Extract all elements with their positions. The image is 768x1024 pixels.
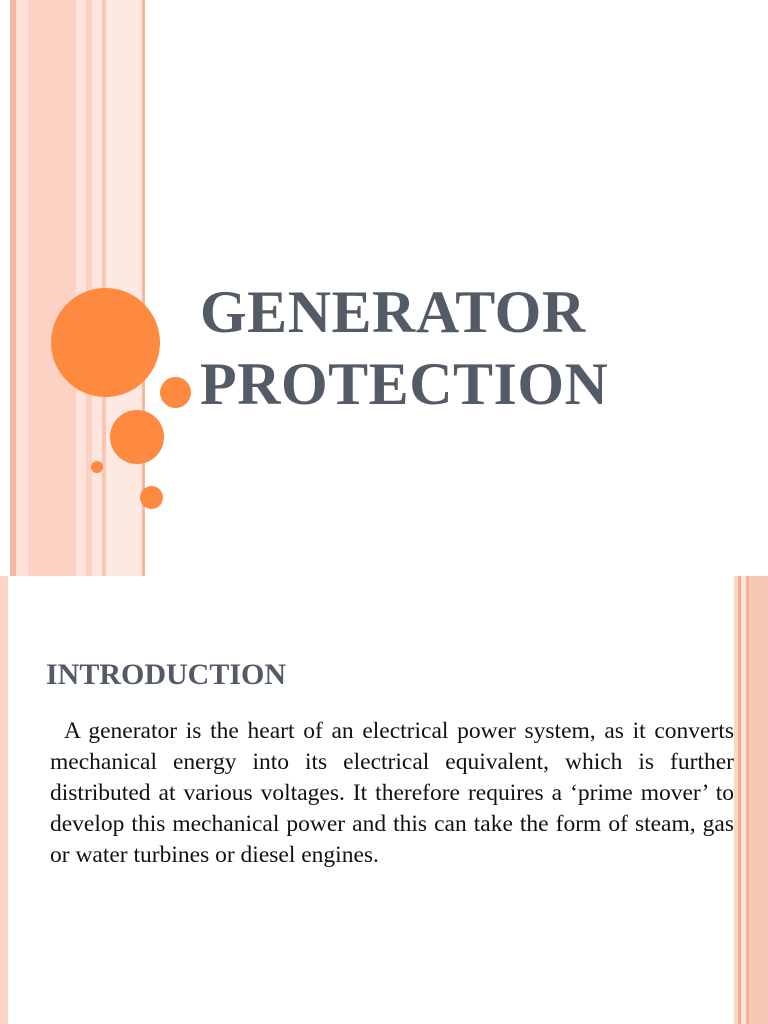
content-slide	[0, 576, 768, 1024]
decorative-stripe	[0, 576, 8, 1024]
decorative-circle-large	[51, 288, 160, 397]
section-heading: INTRODUCTION	[46, 658, 287, 691]
decorative-circle-medium	[110, 410, 164, 464]
decorative-stripe	[749, 576, 768, 1024]
slide-title-line-1: GENERATOR	[200, 279, 586, 345]
intro-paragraph: A generator is the heart of an electrical power system, as it converts mechanical energy into its electrical equivalent, which is further distributed at various voltages. It therefore requires a ‘prime mover’ to develop this mechanical power and this can take the form of steam, gas or water turbines or diesel engines.	[50, 718, 734, 868]
slide-title-line-2: PROTECTION	[200, 351, 609, 417]
decorative-stripe	[0, 0, 10, 576]
slide-title	[200, 276, 608, 420]
decorative-circle-small	[140, 486, 163, 509]
decorative-stripe	[16, 0, 28, 576]
decorative-stripe	[76, 0, 86, 576]
decorative-circle-small	[160, 377, 191, 408]
decorative-circle-tiny	[91, 461, 103, 473]
decorative-stripe	[28, 0, 76, 576]
